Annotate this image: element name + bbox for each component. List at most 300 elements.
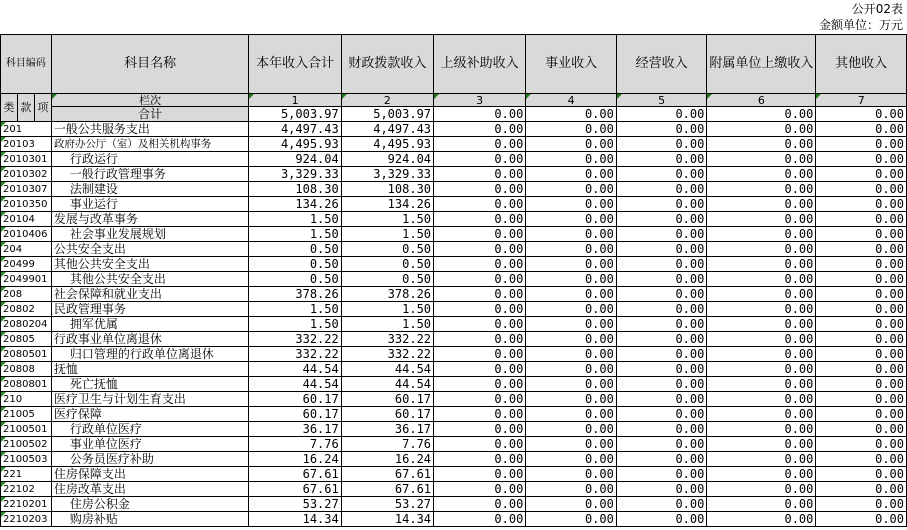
amount-cell: 0.00 [707, 452, 816, 467]
amount-cell: 0.00 [707, 482, 816, 497]
amount-cell: 0.00 [816, 317, 907, 332]
amount-cell: 134.26 [249, 197, 341, 212]
total-value: 0.00 [707, 107, 816, 122]
xiang-label: 项 [34, 94, 51, 122]
amount-cell: 108.30 [249, 182, 341, 197]
subject-code: 2210203 [1, 512, 52, 527]
subject-name: 公共安全支出 [51, 242, 249, 257]
amount-cell: 1.50 [249, 227, 341, 242]
amount-cell: 0.00 [816, 497, 907, 512]
amount-cell: 0.00 [707, 212, 816, 227]
amount-cell: 0.00 [616, 242, 707, 257]
amount-cell: 53.27 [341, 497, 433, 512]
amount-cell: 4,495.93 [341, 137, 433, 152]
col-fiscal-header: 财政拨款收入 [341, 35, 433, 94]
amount-cell: 0.00 [816, 167, 907, 182]
amount-cell: 0.00 [526, 362, 617, 377]
amount-cell: 0.00 [434, 182, 526, 197]
amount-cell: 0.00 [526, 137, 617, 152]
column-number-row [1, 94, 907, 107]
amount-cell: 0.00 [526, 212, 617, 227]
amount-cell: 0.00 [526, 497, 617, 512]
amount-cell: 0.00 [434, 437, 526, 452]
amount-cell: 0.00 [616, 272, 707, 287]
amount-cell: 0.00 [526, 287, 617, 302]
amount-cell: 4,495.93 [249, 137, 341, 152]
subject-code: 2210201 [1, 497, 52, 512]
amount-cell: 36.17 [341, 422, 433, 437]
amount-cell: 0.00 [707, 422, 816, 437]
amount-cell: 0.00 [526, 512, 617, 527]
amount-cell: 0.00 [526, 332, 617, 347]
amount-cell: 0.00 [707, 137, 816, 152]
amount-cell: 0.00 [434, 197, 526, 212]
amount-cell: 0.00 [816, 482, 907, 497]
col-number: 1 [249, 94, 341, 107]
amount-cell: 0.00 [434, 362, 526, 377]
amount-cell: 0.00 [816, 362, 907, 377]
amount-cell: 0.00 [434, 392, 526, 407]
amount-cell: 0.00 [707, 197, 816, 212]
col-superior-subsidy-header: 上级补助收入 [434, 35, 526, 94]
table-row[interactable] [1, 137, 907, 152]
amount-cell: 0.00 [434, 497, 526, 512]
amount-cell: 0.00 [707, 317, 816, 332]
amount-cell: 0.00 [616, 467, 707, 482]
amount-cell: 0.00 [707, 437, 816, 452]
amount-cell: 0.00 [707, 362, 816, 377]
total-value: 0.00 [816, 107, 907, 122]
total-value: 5,003.97 [341, 107, 433, 122]
amount-cell: 0.00 [526, 347, 617, 362]
amount-cell: 0.00 [616, 167, 707, 182]
table-row[interactable] [1, 197, 907, 212]
col-business-income-header: 事业收入 [526, 35, 617, 94]
amount-cell: 4,497.43 [249, 122, 341, 137]
amount-cell: 0.00 [526, 152, 617, 167]
subject-code: 2049901 [1, 272, 52, 287]
amount-cell: 0.00 [707, 152, 816, 167]
amount-cell: 0.00 [816, 392, 907, 407]
amount-cell: 16.24 [341, 452, 433, 467]
subject-name: 归口管理的行政单位离退休 [51, 347, 249, 362]
amount-cell: 0.00 [707, 377, 816, 392]
amount-cell: 0.50 [341, 257, 433, 272]
subject-code: 201 [1, 122, 52, 137]
amount-cell: 67.61 [249, 482, 341, 497]
table-row[interactable] [1, 377, 907, 392]
amount-cell: 0.00 [434, 377, 526, 392]
subject-code: 2100501 [1, 422, 52, 437]
amount-cell: 0.00 [616, 122, 707, 137]
amount-cell: 0.00 [434, 347, 526, 362]
amount-cell: 14.34 [249, 512, 341, 527]
amount-cell: 1.50 [341, 227, 433, 242]
subject-code: 2010301 [1, 152, 52, 167]
subject-name: 民政管理事务 [51, 302, 249, 317]
subject-code: 221 [1, 467, 52, 482]
table-row[interactable] [1, 167, 907, 182]
subject-code: 2080801 [1, 377, 52, 392]
amount-cell: 1.50 [249, 302, 341, 317]
subject-name: 社会事业发展规划 [51, 227, 249, 242]
subject-name: 其他公共安全支出 [51, 257, 249, 272]
amount-cell: 0.00 [434, 257, 526, 272]
amount-cell: 0.00 [616, 512, 707, 527]
amount-cell: 0.00 [707, 332, 816, 347]
amount-cell: 0.00 [816, 122, 907, 137]
amount-cell: 0.00 [434, 452, 526, 467]
amount-cell: 0.00 [616, 407, 707, 422]
table-row[interactable] [1, 257, 907, 272]
amount-cell: 16.24 [249, 452, 341, 467]
amount-cell: 0.00 [816, 257, 907, 272]
amount-cell: 0.00 [816, 407, 907, 422]
total-value: 0.00 [434, 107, 526, 122]
amount-cell: 0.00 [816, 437, 907, 452]
amount-cell: 0.00 [816, 137, 907, 152]
table-row[interactable] [1, 407, 907, 422]
amount-cell: 0.00 [616, 332, 707, 347]
amount-cell: 0.00 [616, 437, 707, 452]
amount-cell: 0.00 [616, 212, 707, 227]
amount-cell: 44.54 [341, 362, 433, 377]
col-number: 2 [341, 94, 433, 107]
amount-cell: 0.00 [434, 152, 526, 167]
col-code-header: 科目编码 [1, 35, 52, 94]
amount-cell: 0.00 [707, 497, 816, 512]
income-table [0, 34, 907, 527]
subject-code: 2100502 [1, 437, 52, 452]
amount-cell: 0.50 [249, 272, 341, 287]
table-row[interactable] [1, 242, 907, 257]
table-row[interactable] [1, 512, 907, 527]
table-row[interactable] [1, 482, 907, 497]
subject-name: 一般行政管理事务 [51, 167, 249, 182]
amount-cell: 0.00 [616, 287, 707, 302]
amount-cell: 0.00 [816, 287, 907, 302]
subject-code: 20104 [1, 212, 52, 227]
amount-cell: 0.00 [526, 452, 617, 467]
amount-cell: 44.54 [341, 377, 433, 392]
total-label: 合计 [51, 107, 249, 122]
amount-cell: 0.00 [526, 377, 617, 392]
total-value: 0.00 [526, 107, 617, 122]
subject-name: 住房保障支出 [51, 467, 249, 482]
table-row[interactable] [1, 347, 907, 362]
amount-cell: 0.00 [816, 212, 907, 227]
amount-cell: 14.34 [341, 512, 433, 527]
subject-code: 21005 [1, 407, 52, 422]
amount-cell: 0.00 [707, 302, 816, 317]
amount-cell: 0.00 [616, 497, 707, 512]
amount-cell: 0.00 [616, 317, 707, 332]
amount-cell: 0.00 [526, 122, 617, 137]
lei-label: 类 [1, 94, 18, 122]
subject-code: 20103 [1, 137, 52, 152]
amount-cell: 0.00 [526, 257, 617, 272]
amount-cell: 67.61 [341, 482, 433, 497]
amount-cell: 0.00 [816, 347, 907, 362]
amount-cell: 0.00 [616, 152, 707, 167]
amount-cell: 0.00 [816, 182, 907, 197]
amount-cell: 0.00 [616, 452, 707, 467]
amount-cell: 0.00 [707, 167, 816, 182]
amount-cell: 0.00 [526, 197, 617, 212]
subject-name: 行政单位医疗 [51, 422, 249, 437]
amount-cell: 0.00 [526, 167, 617, 182]
amount-cell: 0.00 [434, 482, 526, 497]
table-row[interactable] [1, 452, 907, 467]
amount-cell: 0.00 [434, 302, 526, 317]
amount-cell: 0.00 [707, 272, 816, 287]
amount-cell: 0.00 [707, 227, 816, 242]
amount-cell: 60.17 [249, 407, 341, 422]
amount-cell: 0.00 [616, 257, 707, 272]
amount-cell: 134.26 [341, 197, 433, 212]
subject-code: 210 [1, 392, 52, 407]
subject-name: 抚恤 [51, 362, 249, 377]
col-total-income-header: 本年收入合计 [249, 35, 341, 94]
amount-cell: 0.00 [707, 257, 816, 272]
lanci-label: 栏次 [51, 94, 249, 107]
amount-cell: 4,497.43 [341, 122, 433, 137]
amount-cell: 0.00 [707, 407, 816, 422]
amount-cell: 0.00 [816, 152, 907, 167]
amount-cell: 36.17 [249, 422, 341, 437]
amount-cell: 67.61 [341, 467, 433, 482]
subject-name: 拥军优属 [51, 317, 249, 332]
amount-cell: 0.00 [816, 467, 907, 482]
amount-cell: 0.00 [816, 422, 907, 437]
subject-code: 2080501 [1, 347, 52, 362]
amount-cell: 0.00 [616, 482, 707, 497]
amount-cell: 0.00 [434, 227, 526, 242]
amount-cell: 0.00 [434, 122, 526, 137]
table-row[interactable] [1, 362, 907, 377]
amount-cell: 0.00 [816, 272, 907, 287]
table-row[interactable] [1, 497, 907, 512]
col-other-income-header: 其他收入 [816, 35, 907, 94]
table-row[interactable] [1, 182, 907, 197]
amount-cell: 1.50 [249, 212, 341, 227]
amount-cell: 0.00 [707, 512, 816, 527]
amount-cell: 0.00 [526, 302, 617, 317]
subject-name: 一般公共服务支出 [51, 122, 249, 137]
amount-cell: 0.00 [707, 392, 816, 407]
total-value: 5,003.97 [249, 107, 341, 122]
amount-cell: 924.04 [249, 152, 341, 167]
subject-code: 204 [1, 242, 52, 257]
amount-cell: 0.00 [434, 137, 526, 152]
table-row[interactable] [1, 122, 907, 137]
amount-cell: 0.00 [526, 422, 617, 437]
amount-cell: 0.00 [616, 362, 707, 377]
amount-cell: 0.00 [434, 467, 526, 482]
amount-cell: 0.00 [816, 242, 907, 257]
amount-cell: 0.00 [616, 197, 707, 212]
amount-cell: 0.00 [526, 407, 617, 422]
table-row[interactable] [1, 467, 907, 482]
form-number: 公开02表 [851, 2, 903, 16]
amount-cell: 0.50 [249, 242, 341, 257]
amount-cell: 0.00 [526, 182, 617, 197]
amount-cell: 0.00 [816, 452, 907, 467]
amount-cell: 0.00 [707, 242, 816, 257]
subject-name: 公务员医疗补助 [51, 452, 249, 467]
subject-code: 2010307 [1, 182, 52, 197]
subject-code: 2010350 [1, 197, 52, 212]
amount-cell: 332.22 [341, 332, 433, 347]
amount-cell: 0.00 [526, 242, 617, 257]
amount-cell: 0.00 [816, 377, 907, 392]
amount-cell: 1.50 [341, 302, 433, 317]
amount-cell: 0.00 [434, 287, 526, 302]
subject-code: 20805 [1, 332, 52, 347]
amount-cell: 0.00 [816, 197, 907, 212]
amount-cell: 60.17 [341, 392, 433, 407]
table-row[interactable] [1, 422, 907, 437]
subject-name: 购房补贴 [51, 512, 249, 527]
total-row [1, 107, 907, 122]
subject-name: 住房公积金 [51, 497, 249, 512]
amount-cell: 53.27 [249, 497, 341, 512]
subject-name: 行政运行 [51, 152, 249, 167]
subject-code: 20802 [1, 302, 52, 317]
kuan-label: 款 [17, 94, 34, 122]
table-row[interactable] [1, 437, 907, 452]
amount-cell: 60.17 [249, 392, 341, 407]
subject-name: 事业运行 [51, 197, 249, 212]
amount-cell: 0.00 [707, 467, 816, 482]
table-row[interactable] [1, 287, 907, 302]
amount-cell: 44.54 [249, 377, 341, 392]
table-row[interactable] [1, 332, 907, 347]
amount-cell: 0.00 [434, 212, 526, 227]
col-number: 4 [526, 94, 617, 107]
amount-cell: 0.00 [434, 512, 526, 527]
amount-cell: 1.50 [249, 317, 341, 332]
amount-cell: 0.00 [434, 272, 526, 287]
col-name-header: 科目名称 [51, 35, 249, 94]
amount-cell: 0.00 [526, 482, 617, 497]
table-row[interactable] [1, 212, 907, 227]
header-row [1, 35, 907, 94]
amount-cell: 0.00 [616, 182, 707, 197]
table-row[interactable] [1, 272, 907, 287]
amount-cell: 7.76 [249, 437, 341, 452]
subject-name: 法制建设 [51, 182, 249, 197]
col-number: 3 [434, 94, 526, 107]
amount-cell: 0.00 [434, 242, 526, 257]
amount-cell: 0.00 [616, 137, 707, 152]
total-value: 0.00 [616, 107, 707, 122]
amount-cell: 0.00 [434, 332, 526, 347]
subject-code: 22102 [1, 482, 52, 497]
unit-label: 金额单位：万元 [818, 18, 903, 32]
amount-cell: 0.00 [434, 317, 526, 332]
subject-code: 2010406 [1, 227, 52, 242]
subject-code: 20499 [1, 257, 52, 272]
amount-cell: 60.17 [341, 407, 433, 422]
subject-code: 2100503 [1, 452, 52, 467]
amount-cell: 0.00 [816, 332, 907, 347]
amount-cell: 0.00 [707, 347, 816, 362]
col-number: 7 [816, 94, 907, 107]
amount-cell: 378.26 [249, 287, 341, 302]
amount-cell: 7.76 [341, 437, 433, 452]
col-operating-income-header: 经营收入 [616, 35, 707, 94]
subject-name: 死亡抚恤 [51, 377, 249, 392]
amount-cell: 0.00 [616, 377, 707, 392]
amount-cell: 0.50 [341, 242, 433, 257]
col-affiliate-header: 附属单位上缴收入 [707, 35, 816, 94]
amount-cell: 0.00 [816, 302, 907, 317]
amount-cell: 0.00 [816, 512, 907, 527]
amount-cell: 0.50 [249, 257, 341, 272]
amount-cell: 3,329.33 [341, 167, 433, 182]
subject-code: 208 [1, 287, 52, 302]
table-row[interactable] [1, 392, 907, 407]
subject-code: 2080204 [1, 317, 52, 332]
col-number: 6 [707, 94, 816, 107]
amount-cell: 0.00 [707, 287, 816, 302]
subject-code: 2010302 [1, 167, 52, 182]
amount-cell: 0.00 [526, 437, 617, 452]
amount-cell: 0.00 [526, 467, 617, 482]
amount-cell: 332.22 [249, 347, 341, 362]
subject-name: 医疗卫生与计划生育支出 [51, 392, 249, 407]
amount-cell: 0.00 [616, 392, 707, 407]
amount-cell: 1.50 [341, 317, 433, 332]
subject-name: 发展与改革事务 [51, 212, 249, 227]
amount-cell: 0.00 [434, 422, 526, 437]
amount-cell: 67.61 [249, 467, 341, 482]
amount-cell: 0.00 [526, 392, 617, 407]
amount-cell: 332.22 [341, 347, 433, 362]
amount-cell: 0.00 [816, 227, 907, 242]
amount-cell: 0.00 [707, 182, 816, 197]
amount-cell: 0.00 [434, 407, 526, 422]
subject-name: 政府办公厅（室）及相关机构事务 [51, 137, 249, 152]
subject-name: 事业单位医疗 [51, 437, 249, 452]
amount-cell: 1.50 [341, 212, 433, 227]
amount-cell: 924.04 [341, 152, 433, 167]
table-row[interactable] [1, 152, 907, 167]
amount-cell: 0.00 [616, 302, 707, 317]
amount-cell: 332.22 [249, 332, 341, 347]
amount-cell: 0.00 [526, 317, 617, 332]
subject-name: 其他公共安全支出 [51, 272, 249, 287]
subject-code: 20808 [1, 362, 52, 377]
amount-cell: 0.00 [526, 227, 617, 242]
amount-cell: 0.00 [434, 167, 526, 182]
amount-cell: 0.00 [616, 422, 707, 437]
col-number: 5 [616, 94, 707, 107]
amount-cell: 108.30 [341, 182, 433, 197]
table-row[interactable] [1, 317, 907, 332]
subject-name: 住房改革支出 [51, 482, 249, 497]
amount-cell: 0.00 [526, 272, 617, 287]
table-row[interactable] [1, 227, 907, 242]
amount-cell: 0.50 [341, 272, 433, 287]
table-row[interactable] [1, 302, 907, 317]
amount-cell: 0.00 [616, 227, 707, 242]
subject-name: 社会保障和就业支出 [51, 287, 249, 302]
amount-cell: 378.26 [341, 287, 433, 302]
amount-cell: 0.00 [707, 122, 816, 137]
amount-cell: 0.00 [616, 347, 707, 362]
